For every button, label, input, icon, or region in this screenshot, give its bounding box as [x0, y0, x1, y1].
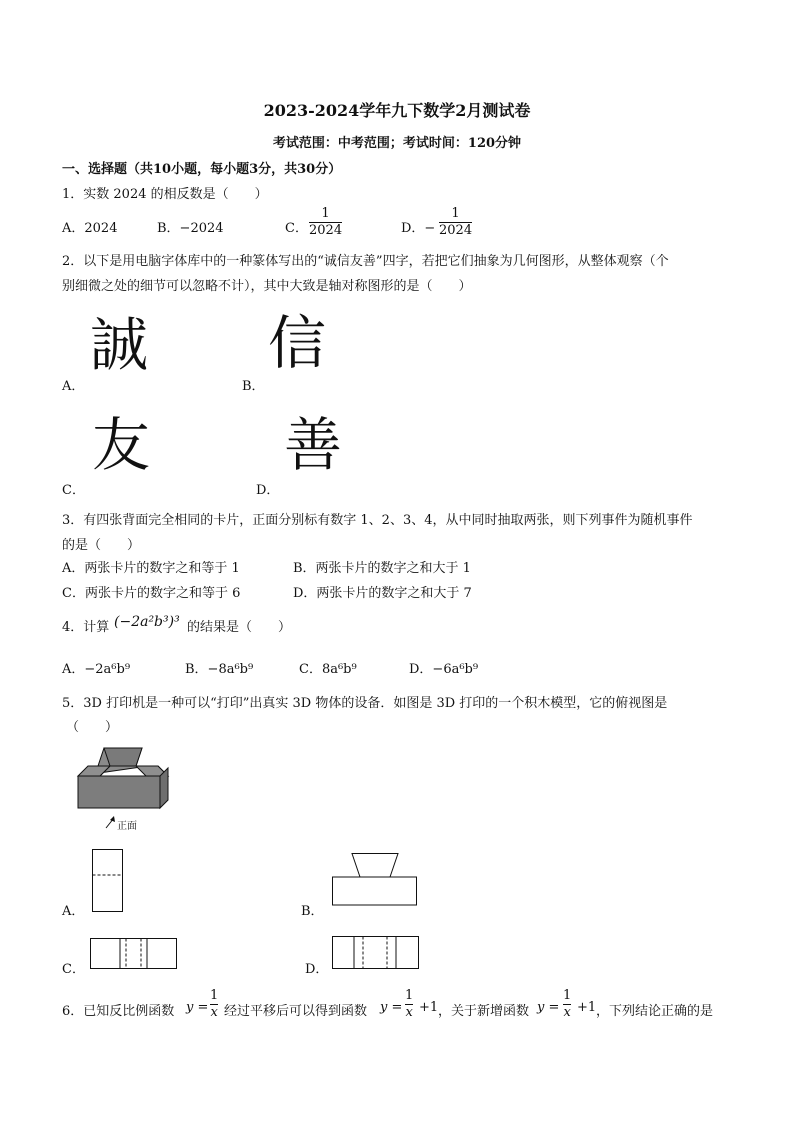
q5-option-c-figure [90, 938, 178, 970]
q5-option-a-figure [92, 849, 124, 913]
q6-plus1-b: +1 [577, 1000, 597, 1015]
q6-frac2-num: 1 [405, 988, 414, 1003]
q6-y-eq-2: y = [380, 1000, 403, 1015]
q1-c-numerator: 1 [321, 206, 330, 221]
q6-mid2: ，关于新增函数 [438, 1004, 530, 1019]
q1-option-d-label: D．− [401, 221, 436, 236]
q6-frac1-num: 1 [210, 988, 219, 1003]
seal-glyph-you: 友 [92, 411, 151, 479]
q1-option-d-fraction [439, 206, 472, 239]
q1-d-denominator: 2024 [439, 223, 473, 238]
q6-fraction-3 [563, 988, 571, 1021]
q4-option-d: D．−6a⁶b⁹ [409, 662, 479, 677]
q4-option-c: C．8a⁶b⁹ [299, 662, 357, 677]
front-arrow-head [110, 816, 115, 822]
q3-stem-line1: 3．有四张背面完全相同的卡片，正面分别标有数字 1、2、3、4，从中同时抽取两张，则下列事件为随机事件 [62, 513, 693, 528]
q3-option-d: D．两张卡片的数字之和大于 7 [293, 586, 472, 601]
q6-y-eq-3: y = [537, 1000, 560, 1015]
q5-option-b-figure [332, 853, 418, 907]
q6-post: ，下列结论正确的是 [596, 1004, 714, 1019]
q6-frac2-den: x [405, 1005, 413, 1020]
exam-info: 考试范围：中考范围；考试时间：120分钟 [272, 136, 522, 151]
q2-stem-line1: 2．以下是用电脑字体库中的一种篆体写出的“诚信友善”四字，若把它们抽象为几何图形，从整体观察（个 [62, 254, 669, 269]
q1-c-denominator: 2024 [309, 223, 343, 238]
section-heading: 一、选择题（共10小题，每小题3分，共30分） [62, 162, 342, 177]
q1-option-c-fraction [309, 206, 342, 239]
q5-option-b: B． [301, 904, 324, 919]
q3-option-c: C．两张卡片的数字之和等于 6 [62, 586, 241, 601]
q1-option-b: B．−2024 [157, 221, 224, 236]
seal-glyph-cheng: 誠 [90, 311, 145, 379]
seal-glyph-xin: 信 [268, 309, 327, 377]
q4-option-a: A．−2a⁶b⁹ [62, 662, 131, 677]
seal-glyph-shan: 善 [284, 411, 343, 479]
q3-option-b: B．两张卡片的数字之和大于 1 [293, 561, 471, 576]
model-front-face [78, 776, 160, 808]
q4-option-b: B．−8a⁶b⁹ [185, 662, 254, 677]
q5-option-d: D． [305, 962, 329, 977]
q4-expression: (−2a²b³)³ [114, 614, 180, 630]
q6-frac3-num: 1 [563, 988, 572, 1003]
q1-option-c-label: C． [285, 221, 308, 236]
model-left-wing [78, 766, 110, 776]
q6-mid1: 经过平移后可以得到函数 [224, 1004, 368, 1019]
q6-y-eq-1: y = [186, 1000, 209, 1015]
q1-d-numerator: 1 [451, 206, 460, 221]
q3-option-a: A．两张卡片的数字之和等于 1 [62, 561, 240, 576]
q6-fraction-1 [210, 988, 218, 1021]
q6-pre: 6．已知反比例函数 [62, 1004, 175, 1019]
q2-option-c: C． [62, 483, 85, 498]
q5-stem-line1: 5．3D 打印机是一种可以“打印”出真实 3D 物体的设备．如图是 3D 打印的一个积木模型，它的俯视图是 [62, 696, 668, 711]
q6-fraction-2 [405, 988, 413, 1021]
q4-stem-pre: 4．计算 [62, 620, 110, 635]
q5-option-c: C． [62, 962, 85, 977]
q2-option-a: A． [62, 379, 85, 394]
q5-stem-line2: （ ） [66, 720, 119, 735]
q5-option-d-figure [332, 936, 420, 970]
q2-option-b: B． [242, 379, 265, 394]
q3-stem-line2: 的是（ ） [62, 538, 141, 553]
q6-frac3-den: x [563, 1005, 571, 1020]
page-title: 2023-2024学年九下数学2月测试卷 [263, 101, 531, 120]
q1-option-a: A．2024 [62, 221, 118, 236]
q6-plus1-a: +1 [419, 1000, 439, 1015]
q5-option-a: A． [62, 904, 85, 919]
model-t-front [104, 748, 142, 766]
q4-stem-post: 的结果是（ ） [187, 620, 292, 635]
q2-option-d: D． [256, 483, 280, 498]
front-view-label: 正面 [117, 821, 137, 832]
q6-frac1-den: x [210, 1005, 218, 1020]
q2-stem-line2: 别细微之处的细节可以忽略不计），其中大致是轴对称图形的是（ ） [62, 279, 472, 294]
q1-stem: 1．实数 2024 的相反数是（ ） [62, 187, 268, 202]
